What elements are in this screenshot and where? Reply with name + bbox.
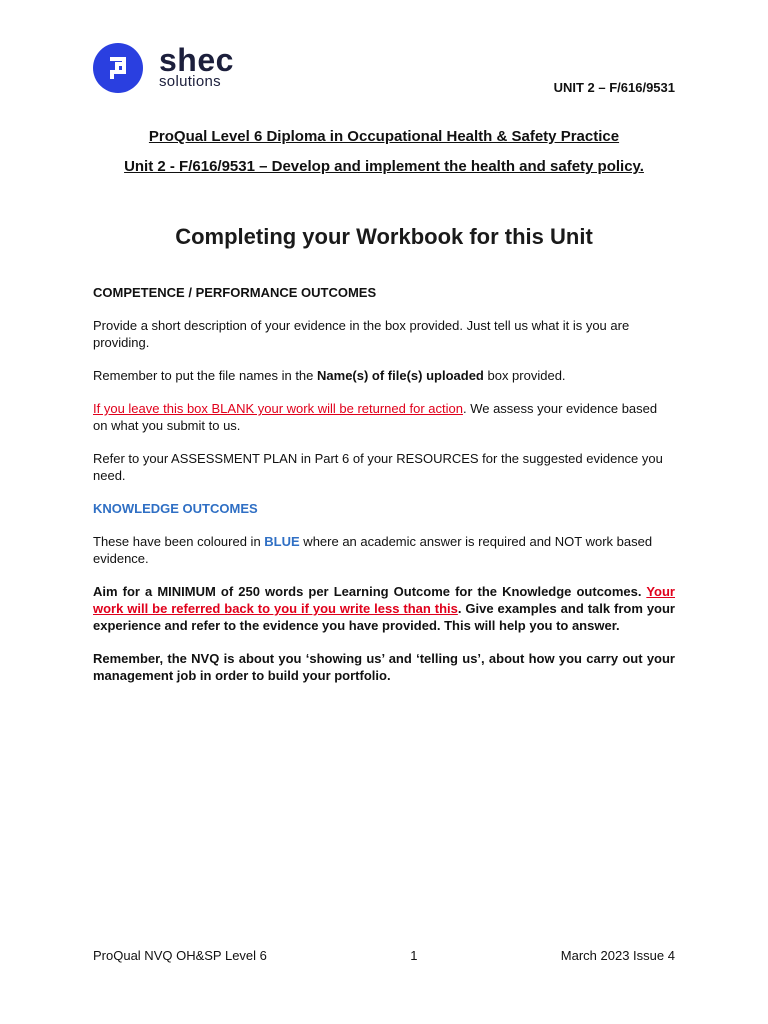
competence-para-2 — [93, 367, 675, 384]
file-names-emphasis: Name(s) of file(s) uploaded — [317, 368, 484, 383]
knowledge-para-3: Remember, the NVQ is about you ‘showing us’ and ‘telling us’, about how you carry out your management job in order to build your portfolio. — [93, 651, 675, 683]
document-title-block — [60, 128, 708, 188]
qualification-title: ProQual Level 6 Diploma in Occupational Health & Safety Practice — [148, 128, 620, 145]
knowledge-para-1 — [93, 533, 675, 567]
competence-para-1: Provide a short description of your evidence in the box provided. Just tell us what it is you are providing. — [93, 318, 630, 350]
competence-para-3 — [93, 400, 675, 434]
text-span: . We assess your evidence based on what you submit to us. — [93, 401, 658, 433]
unit-title: Unit 2 - F/616/9531 – Develop and implement the health and safety policy. — [124, 158, 644, 175]
word-count-warning: Your work will be referred back to you if you write less than this — [93, 584, 675, 616]
blank-box-warning: If you leave this box BLANK your work will be returned for action — [93, 401, 463, 416]
text-span: These have been coloured in — [93, 534, 265, 549]
text-span: where an academic answer is required and NOT work based evidence. — [93, 534, 653, 566]
text-span: box provided. — [483, 368, 566, 383]
blue-emphasis: BLUE — [264, 534, 300, 549]
logo-subtitle: solutions — [159, 72, 221, 90]
company-logo — [93, 43, 234, 93]
page-number: 1 — [410, 948, 418, 963]
logo-name: shec — [159, 41, 234, 78]
shec-logo-icon — [93, 43, 143, 93]
text-span: Remember to put the file names in the — [93, 368, 318, 383]
knowledge-para-2 — [93, 583, 675, 634]
instructions-body — [93, 284, 675, 684]
text-span: Aim for a MINIMUM of 250 words per Learning Outcome for the Knowledge outcomes. — [93, 584, 647, 599]
footer-right: March 2023 Issue 4 — [560, 948, 675, 963]
main-heading: Completing your Workbook for this Unit — [175, 224, 593, 249]
competence-para-4: Refer to your ASSESSMENT PLAN in Part 6 of your RESOURCES for the suggested evidence you need. — [93, 451, 663, 483]
logo-wordmark — [159, 41, 234, 90]
competence-heading: COMPETENCE / PERFORMANCE OUTCOMES — [93, 285, 377, 300]
knowledge-heading: KNOWLEDGE OUTCOMES — [93, 501, 258, 516]
footer-left: ProQual NVQ OH&SP Level 6 — [93, 948, 267, 963]
text-span: . Give examples and talk from your experience and refer to the evidence you have provided. This will help you to answer. — [93, 601, 675, 633]
unit-code: UNIT 2 – F/616/9531 — [553, 80, 675, 95]
page-footer — [93, 948, 675, 963]
